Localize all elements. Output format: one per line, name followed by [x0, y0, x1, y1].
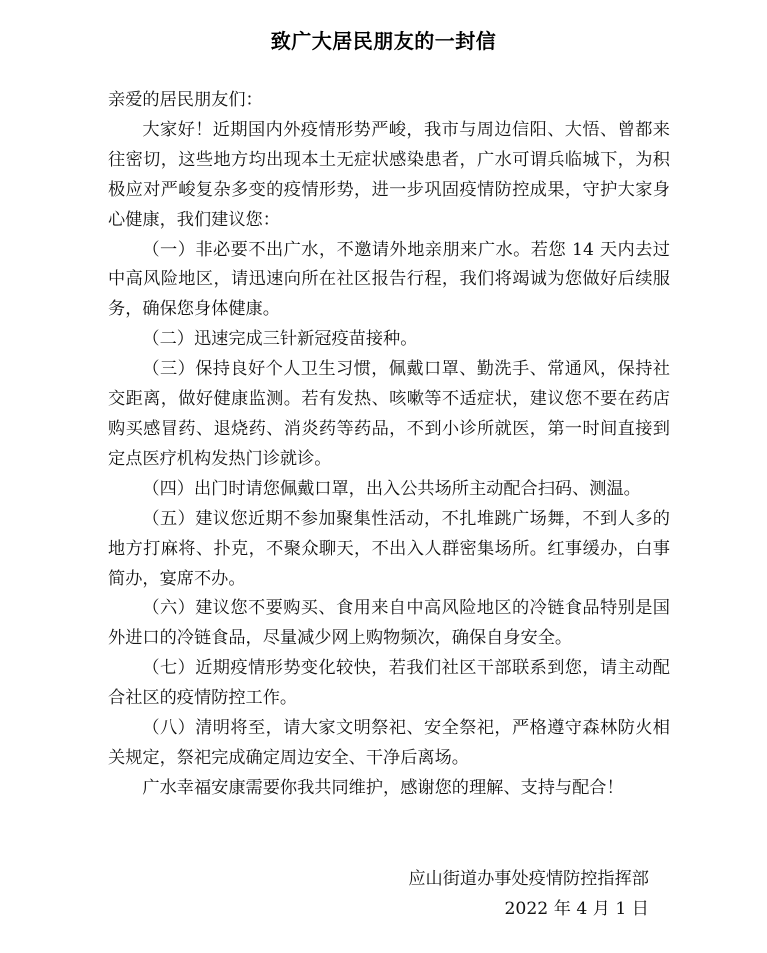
item-text: 出门时请您佩戴口罩，出入公共场所主动配合扫码、测温。 [193, 478, 641, 499]
letter-body [108, 86, 670, 804]
item-text: 非必要不出广水，不邀请外地亲朋来广水。若您 14 天内去过中高风险地区，请迅速向所在社区报告行程，我们将竭诚为您做好后续服务，确保您身体健康。 [108, 239, 670, 320]
list-item [108, 475, 670, 505]
item-number: （五） [142, 508, 196, 529]
item-number: （一） [142, 239, 196, 260]
list-item [108, 325, 670, 355]
signature-org: 应山街道办事处疫情防控指挥部 [408, 869, 649, 889]
list-item [108, 236, 670, 326]
signature-date: 2022 年 4 月 1 日 [504, 899, 649, 919]
item-text: 迅速完成三针新冠疫苗接种。 [193, 329, 418, 350]
intro-paragraph: 大家好！近期国内外疫情形势严峻，我市与周边信阳、大悟、曾都来往密切，这些地方均出现本土无症状感染患者，广水可谓兵临城下，为积极应对严峻复杂多变的疫情形势，进一步巩固疫情防控成果，守护大家身心健康，我们建议您： [108, 119, 670, 230]
letter-title: 致广大居民朋友的一封信 [270, 29, 497, 53]
item-text: 建议您不要购买、食用来自中高风险地区的冷链食品特别是国外进口的冷链食品，尽量减少网上购物频次，确保自身安全。 [108, 598, 670, 649]
list-item [108, 505, 670, 595]
list-item [108, 654, 670, 714]
item-number: （八） [142, 718, 196, 739]
item-number: （七） [142, 658, 196, 679]
signature-block [408, 864, 649, 924]
item-number: （二） [142, 329, 194, 350]
item-number: （三） [142, 359, 196, 380]
item-number: （四） [142, 478, 194, 499]
item-text: 近期疫情形势变化较快，若我们社区干部联系到您，请主动配合社区的疫情防控工作。 [108, 658, 670, 709]
list-item [108, 594, 670, 654]
item-number: （六） [142, 598, 196, 619]
list-item [108, 714, 670, 774]
item-text: 保持良好个人卫生习惯，佩戴口罩、勤洗手、常通风，保持社交距离，做好健康监测。若有发热、咳嗽等不适症状，建议您不要在药店购买感冒药、退烧药、消炎药等药品，不到小诊所就医，第一时间直接到定点医疗机构发热门诊就诊。 [108, 359, 670, 469]
list-item [108, 355, 670, 475]
item-text: 清明将至，请大家文明祭祀、安全祭祀，严格遵守森林防火相关规定，祭祀完成确定周边安全、干净后离场。 [108, 718, 670, 768]
item-text: 建议您近期不参加聚集性活动，不扎堆跳广场舞，不到人多的地方打麻将、扑克，不聚众聊天，不出入人群密集场所。红事缓办，白事简办，宴席不办。 [108, 508, 670, 589]
salutation: 亲爱的居民朋友们： [108, 90, 263, 110]
closing-paragraph: 广水幸福安康需要你我共同维护，感谢您的理解、支持与配合！ [142, 777, 624, 798]
